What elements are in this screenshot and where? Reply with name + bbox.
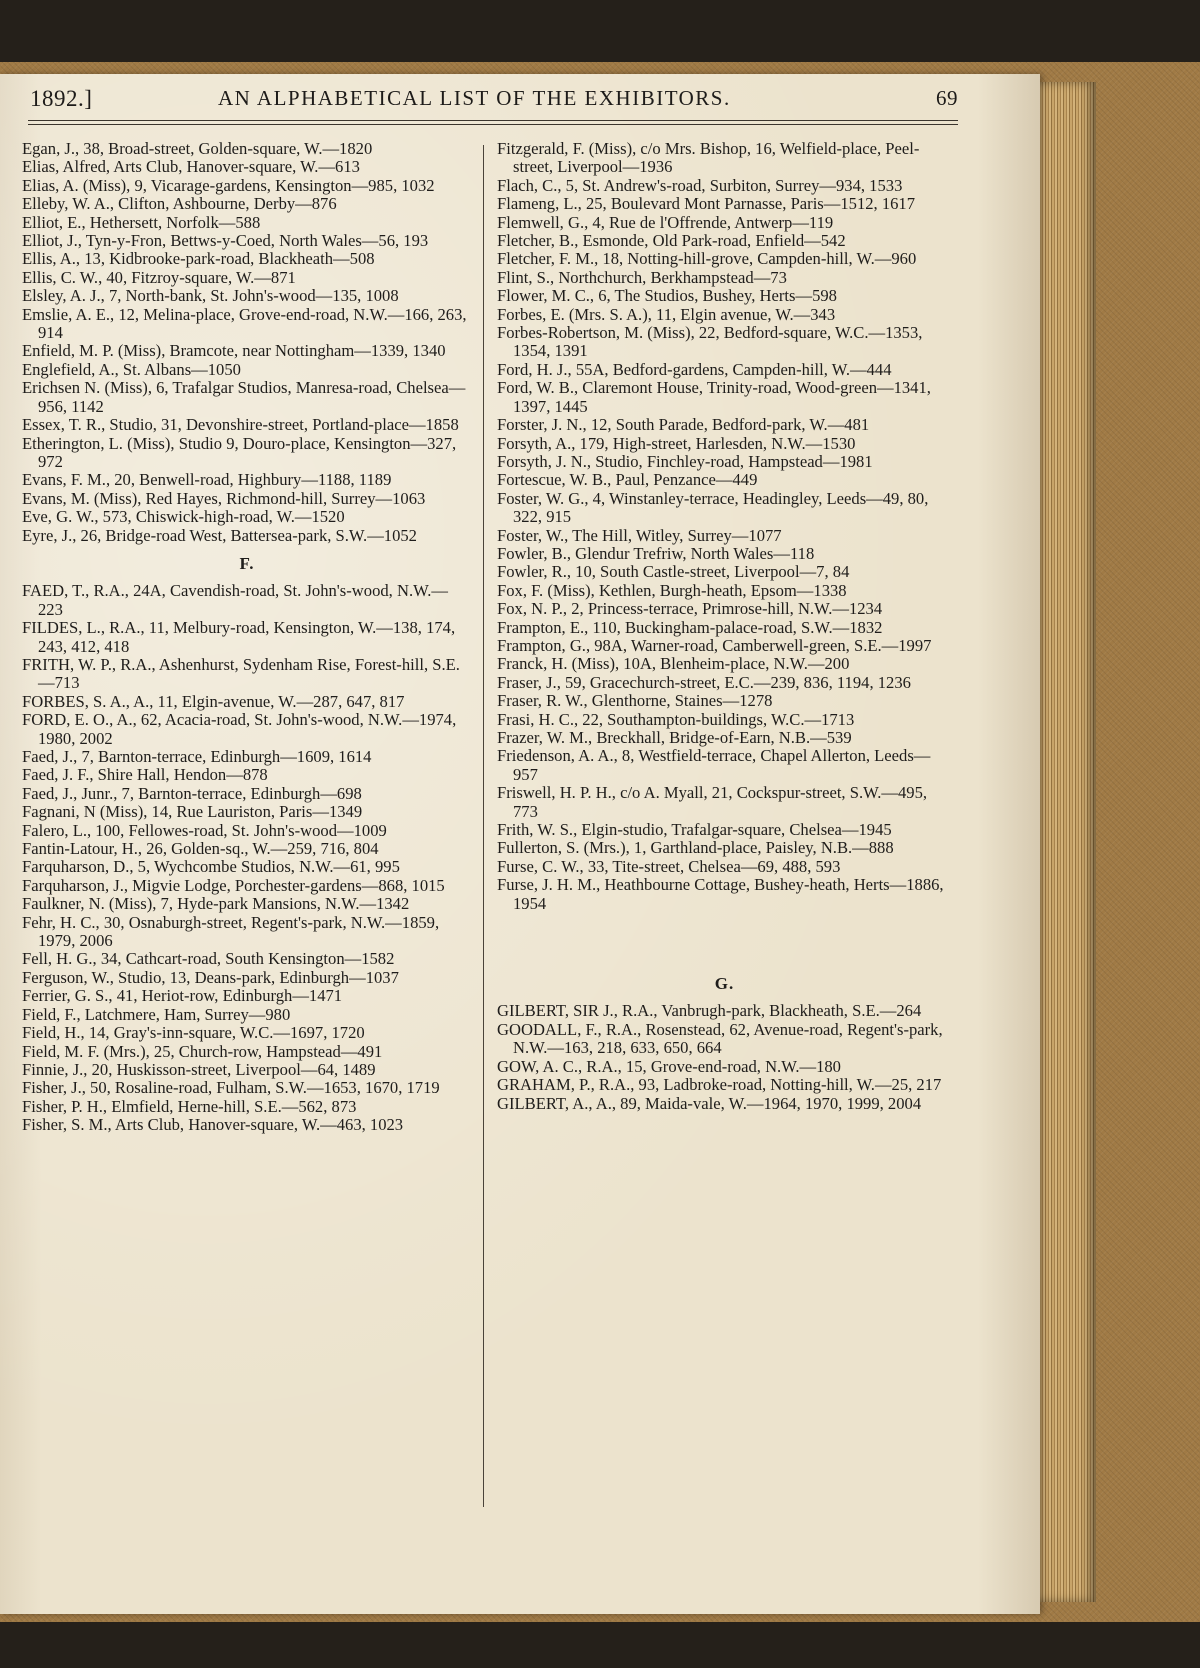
exhibitor-entry: Frasi, H. C., 22, Southampton-buildings, W.C.—1713 xyxy=(497,709,855,729)
exhibitor-entry: Friedenson, A. A., 8, Westfield-terrace, Chapel Allerton, Leeds—957 xyxy=(497,746,931,784)
column-divider xyxy=(483,145,484,1507)
exhibitor-entry: Ford, H. J., 55A, Bedford-gardens, Campden-hill, W.—444 xyxy=(497,359,892,379)
entries-g-list xyxy=(497,1002,952,1112)
exhibitor-entry: Forbes, E. (Mrs. S. A.), 11, Elgin avenue, W.—343 xyxy=(497,304,836,324)
exhibitor-entry: Fraser, R. W., Glenthorne, Staines—1278 xyxy=(497,691,773,711)
entries-e-list xyxy=(22,140,472,545)
page-number: 69 xyxy=(936,86,958,110)
exhibitor-entry: Friswell, H. P. H., c/o A. Myall, 21, Cockspur-street, S.W.—495, 773 xyxy=(497,783,928,821)
exhibitor-entry: Forster, J. N., 12, South Parade, Bedford-park, W.—481 xyxy=(497,415,870,435)
exhibitor-entry: Flach, C., 5, St. Andrew's-road, Surbiton, Surrey—934, 1533 xyxy=(497,175,903,195)
exhibitor-entry: GOODALL, F., R.A., Rosenstead, 62, Avenue-road, Regent's-park, N.W.—163, 218, 633, 650, 664 xyxy=(497,1019,943,1058)
exhibitor-entry: Englefield, A., St. Albans—1050 xyxy=(22,359,241,379)
entries-f-continued-list xyxy=(497,140,952,913)
exhibitor-entry: Frampton, G., 98A, Warner-road, Camberwell-green, S.E.—1997 xyxy=(497,635,932,655)
exhibitor-entry: FRITH, W. P., R.A., Ashenhurst, Sydenham Rise, Forest-hill, S.E.—713 xyxy=(22,654,460,693)
section-gap xyxy=(497,913,952,965)
exhibitor-entry: Evans, F. M., 20, Benwell-road, Highbury—1188, 1189 xyxy=(22,470,392,490)
exhibitor-entry: Frazer, W. M., Breckhall, Bridge-of-Earn, N.B.—539 xyxy=(497,728,852,747)
exhibitor-entry: Ferguson, W., Studio, 13, Deans-park, Edinburgh—1037 xyxy=(22,967,399,987)
header-rule-bottom xyxy=(28,124,958,125)
exhibitor-entry: Fowler, B., Glendur Trefriw, North Wales—118 xyxy=(497,543,815,563)
exhibitor-entry: Ford, W. B., Claremont House, Trinity-road, Wood-green—1341, 1397, 1445 xyxy=(497,378,931,416)
exhibitor-entry: FORBES, S. A., A., 11, Elgin-avenue, W.—287, 647, 817 xyxy=(22,691,405,711)
exhibitor-entry: Ferrier, G. S., 41, Heriot-row, Edinburgh—1471 xyxy=(22,986,343,1006)
exhibitor-entry: Eve, G. W., 573, Chiswick-high-road, W.—1520 xyxy=(22,507,345,527)
exhibitor-entry: Frampton, E., 110, Buckingham-palace-road, S.W.—1832 xyxy=(497,617,883,637)
exhibitor-entry: Foster, W., The Hill, Witley, Surrey—1077 xyxy=(497,525,782,545)
section-heading-f: F. xyxy=(239,553,255,573)
exhibitor-entry: GILBERT, SIR J., R.A., Vanbrugh-park, Blackheath, S.E.—264 xyxy=(497,1001,922,1021)
exhibitor-entry: Ellis, A., 13, Kidbrooke-park-road, Blackheath—508 xyxy=(22,249,375,269)
exhibitor-entry: Ellis, C. W., 40, Fitzroy-square, W.—871 xyxy=(22,267,296,287)
exhibitor-entry: FORD, E. O., A., 62, Acacia-road, St. John's-wood, N.W.—1974, 1980, 2002 xyxy=(22,710,457,748)
exhibitor-entry: Fisher, P. H., Elmfield, Herne-hill, S.E.—562, 873 xyxy=(22,1096,357,1116)
exhibitor-entry: Fisher, S. M., Arts Club, Hanover-square, W.—463, 1023 xyxy=(22,1115,404,1135)
exhibitor-entry: Fisher, J., 50, Rosaline-road, Fulham, S.W.—1653, 1670, 1719 xyxy=(22,1078,440,1098)
header-title: AN ALPHABETICAL LIST OF THE EXHIBITORS. xyxy=(218,86,731,110)
exhibitor-entry: Elias, A. (Miss), 9, Vicarage-gardens, Kensington—985, 1032 xyxy=(22,175,435,195)
exhibitor-entry: Etherington, L. (Miss), Studio 9, Douro-place, Kensington—327, 972 xyxy=(22,433,457,471)
exhibitor-entry: Fitzgerald, F. (Miss), c/o Mrs. Bishop, 16, Welfield-place, Peel-street, Liverpool—1936 xyxy=(497,139,920,177)
header-rule-top xyxy=(28,120,958,121)
exhibitor-entry: Fletcher, B., Esmonde, Old Park-road, Enfield—542 xyxy=(497,231,846,251)
header-year: 1892.] xyxy=(30,86,93,111)
entries-f-list xyxy=(22,582,472,1134)
exhibitor-entry: Fraser, J., 59, Gracechurch-street, E.C.—239, 836, 1194, 1236 xyxy=(497,672,911,692)
right-column xyxy=(497,140,952,1113)
exhibitor-entry: Faed, J., 7, Barnton-terrace, Edinburgh—1609, 1614 xyxy=(22,747,372,766)
exhibitor-entry: Frith, W. S., Elgin-studio, Trafalgar-square, Chelsea—1945 xyxy=(497,820,892,840)
exhibitor-entry: Fell, H. G., 34, Cathcart-road, South Kensington—1582 xyxy=(22,949,395,969)
exhibitor-entry: Forbes-Robertson, M. (Miss), 22, Bedford-square, W.C.—1353, 1354, 1391 xyxy=(497,323,923,361)
exhibitor-entry: Falero, L., 100, Fellowes-road, St. John's-wood—1009 xyxy=(22,820,387,840)
exhibitor-entry: Elleby, W. A., Clifton, Ashbourne, Derby—876 xyxy=(22,194,337,214)
exhibitor-entry: Forsyth, J. N., Studio, Finchley-road, Hampstead—1981 xyxy=(497,451,873,471)
exhibitor-entry: Furse, C. W., 33, Tite-street, Chelsea—69, 488, 593 xyxy=(497,856,841,876)
exhibitor-entry: Fehr, H. C., 30, Osnaburgh-street, Regent's-park, N.W.—1859, 1979, 2006 xyxy=(22,912,440,951)
exhibitor-entry: Enfield, M. P. (Miss), Bramcote, near Nottingham—1339, 1340 xyxy=(22,341,446,361)
exhibitor-entry: Fox, N. P., 2, Princess-terrace, Primrose-hill, N.W.—1234 xyxy=(497,599,883,619)
exhibitor-entry: Farquharson, J., Migvie Lodge, Porchester-gardens—868, 1015 xyxy=(22,875,445,895)
exhibitor-entry: Farquharson, D., 5, Wychcombe Studios, N.W.—61, 995 xyxy=(22,857,400,877)
exhibitor-entry: Emslie, A. E., 12, Melina-place, Grove-end-road, N.W.—166, 263, 914 xyxy=(22,304,467,343)
exhibitor-entry: Eyre, J., 26, Bridge-road West, Battersea-park, S.W.—1052 xyxy=(22,525,417,545)
exhibitor-entry: Faed, J. F., Shire Hall, Hendon—878 xyxy=(22,765,268,785)
exhibitor-entry: Elliot, E., Hethersett, Norfolk—588 xyxy=(22,212,261,232)
exhibitor-entry: Evans, M. (Miss), Red Hayes, Richmond-hill, Surrey—1063 xyxy=(22,488,426,508)
exhibitor-entry: Fantin-Latour, H., 26, Golden-sq., W.—259, 716, 804 xyxy=(22,839,379,859)
exhibitor-entry: Field, H., 14, Gray's-inn-square, W.C.—1697, 1720 xyxy=(22,1023,365,1043)
exhibitor-entry: Flameng, L., 25, Boulevard Mont Parnasse, Paris—1512, 1617 xyxy=(497,194,916,214)
exhibitor-entry: FAED, T., R.A., 24A, Cavendish-road, St. John's-wood, N.W.—223 xyxy=(22,581,448,619)
exhibitor-entry: FILDES, L., R.A., 11, Melbury-road, Kensington, W.—138, 174, 243, 412, 418 xyxy=(22,618,456,656)
exhibitor-entry: Elliot, J., Tyn-y-Fron, Bettws-y-Coed, North Wales—56, 193 xyxy=(22,231,429,251)
exhibitor-entry: GOW, A. C., R.A., 15, Grove-end-road, N.W.—180 xyxy=(497,1056,841,1076)
exhibitor-entry: Elias, Alfred, Arts Club, Hanover-square, W.—613 xyxy=(22,157,360,177)
exhibitor-entry: Fowler, R., 10, South Castle-street, Liverpool—7, 84 xyxy=(497,562,850,582)
page-header xyxy=(28,86,958,112)
exhibitor-entry: Egan, J., 38, Broad-street, Golden-square, W.—1820 xyxy=(22,139,373,158)
exhibitor-entry: Fletcher, F. M., 18, Notting-hill-grove, Campden-hill, W.—960 xyxy=(497,249,917,269)
exhibitor-entry: Foster, W. G., 4, Winstanley-terrace, Headingley, Leeds—49, 80, 322, 915 xyxy=(497,488,929,527)
exhibitor-entry: Forsyth, A., 179, High-street, Harlesden, N.W.—1530 xyxy=(497,433,856,453)
exhibitor-entry: Fullerton, S. (Mrs.), 1, Garthland-place, Paisley, N.B.—888 xyxy=(497,838,894,858)
page-edges xyxy=(1040,82,1096,1602)
exhibitor-entry: Flower, M. C., 6, The Studios, Bushey, Herts—598 xyxy=(497,286,837,306)
exhibitor-entry: Field, F., Latchmere, Ham, Surrey—980 xyxy=(22,1004,291,1024)
exhibitor-entry: Essex, T. R., Studio, 31, Devonshire-street, Portland-place—1858 xyxy=(22,415,459,435)
left-column xyxy=(22,140,472,1135)
exhibitor-entry: Fagnani, N (Miss), 14, Rue Lauriston, Paris—1349 xyxy=(22,802,363,822)
exhibitor-entry: Fox, F. (Miss), Kethlen, Burgh-heath, Epsom—1338 xyxy=(497,580,847,600)
exhibitor-entry: Flemwell, G., 4, Rue de l'Offrende, Antwerp—119 xyxy=(497,212,834,232)
exhibitor-entry: Furse, J. H. M., Heathbourne Cottage, Bushey-heath, Herts—1886, 1954 xyxy=(497,875,944,913)
exhibitor-entry: Fortescue, W. B., Paul, Penzance—449 xyxy=(497,470,758,490)
exhibitor-entry: Finnie, J., 20, Huskisson-street, Liverpool—64, 1489 xyxy=(22,1059,376,1079)
section-heading-g: G. xyxy=(714,974,735,994)
exhibitor-entry: GRAHAM, P., R.A., 93, Ladbroke-road, Notting-hill, W.—25, 217 xyxy=(497,1075,942,1095)
exhibitor-entry: Field, M. F. (Mrs.), 25, Church-row, Hampstead—491 xyxy=(22,1041,383,1061)
exhibitor-entry: Faulkner, N. (Miss), 7, Hyde-park Mansions, N.W.—1342 xyxy=(22,894,410,914)
exhibitor-entry: Faed, J., Junr., 7, Barnton-terrace, Edinburgh—698 xyxy=(22,783,362,803)
exhibitor-entry: Erichsen N. (Miss), 6, Trafalgar Studios, Manresa-road, Chelsea—956, 1142 xyxy=(22,378,466,416)
exhibitor-entry: Elsley, A. J., 7, North-bank, St. John's-wood—135, 1008 xyxy=(22,286,399,306)
exhibitor-entry: GILBERT, A., A., 89, Maida-vale, W.—1964, 1970, 1999, 2004 xyxy=(497,1093,922,1113)
exhibitor-entry: Flint, S., Northchurch, Berkhampstead—73 xyxy=(497,267,787,287)
exhibitor-entry: Franck, H. (Miss), 10A, Blenheim-place, N.W.—200 xyxy=(497,654,850,674)
